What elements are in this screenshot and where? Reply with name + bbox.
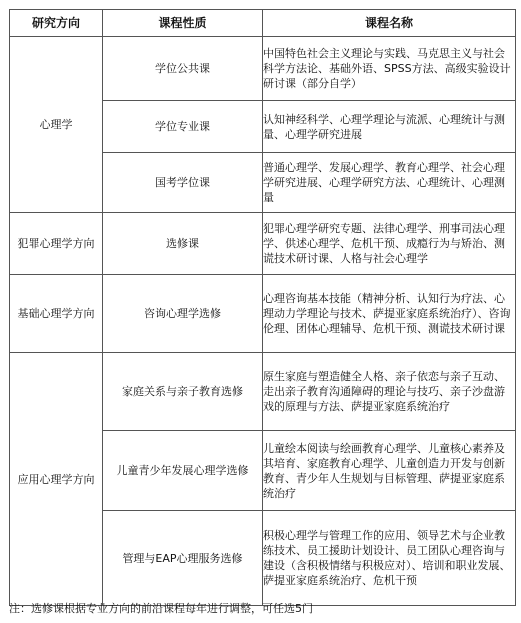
course-type-cell: 选修课 [103, 213, 263, 275]
header-course-names: 课程名称 [263, 10, 516, 37]
table-row [10, 275, 516, 353]
course-type-cell: 管理与EAP心理服务选修 [103, 511, 263, 606]
course-type-cell: 咨询心理学选修 [103, 275, 263, 353]
course-names-cell: 犯罪心理学研究专题、法律心理学、刑事司法心理学、供述心理学、危机干预、成瘾行为与矫治、测谎技术研讨课、人格与社会心理学 [263, 213, 516, 275]
direction-cell: 犯罪心理学方向 [10, 213, 103, 275]
header-row [10, 10, 516, 37]
table-row [10, 37, 516, 101]
course-type-cell: 儿童青少年发展心理学选修 [103, 431, 263, 511]
header-course-type: 课程性质 [103, 10, 263, 37]
course-table [9, 9, 516, 606]
course-names-cell: 普通心理学、发展心理学、教育心理学、社会心理学研究进展、心理学研究方法、心理统计、心理测量 [263, 153, 516, 213]
course-names-cell: 中国特色社会主义理论与实践、马克思主义与社会科学方法论、基础外语、SPSS方法、高级实验设计研讨课（部分自学） [263, 37, 516, 101]
table-row [10, 213, 516, 275]
course-type-cell: 学位专业课 [103, 101, 263, 153]
course-type-cell: 学位公共课 [103, 37, 263, 101]
table-row [10, 353, 516, 431]
course-names-cell: 儿童绘本阅读与绘画教育心理学、儿童核心素养及其培育、家庭教育心理学、儿童创造力开发与创新教育、青少年人生规划与目标管理、萨提亚家庭系统治疗 [263, 431, 516, 511]
direction-cell: 心理学 [10, 37, 103, 213]
course-names-cell: 认知神经科学、心理学理论与流派、心理统计与测量、心理学研究进展 [263, 101, 516, 153]
direction-cell: 基础心理学方向 [10, 275, 103, 353]
course-type-cell: 家庭关系与亲子教育选修 [103, 353, 263, 431]
header-direction: 研究方向 [10, 10, 103, 37]
course-names-cell: 心理咨询基本技能（精神分析、认知行为疗法、心理动力学理论与技术、萨提亚家庭系统治疗）、咨询伦理、团体心理辅导、危机干预、测谎技术研讨课 [263, 275, 516, 353]
course-names-cell: 积极心理学与管理工作的应用、领导艺术与企业教练技术、员工援助计划设计、员工团队心理咨询与建设（含积极情绪与积极应对）、培训和职业发展、萨提亚家庭系统治疗、危机干预 [263, 511, 516, 606]
course-type-cell: 国考学位课 [103, 153, 263, 213]
direction-cell: 应用心理学方向 [10, 353, 103, 606]
footnote: 注：选修课根据专业方向的前沿课程每年进行调整，可任选5门 [9, 602, 313, 615]
course-names-cell: 原生家庭与塑造健全人格、亲子依恋与亲子互动、走出亲子教育沟通障碍的理论与技巧、亲子沙盘游戏的原理与方法、萨提亚家庭系统治疗 [263, 353, 516, 431]
